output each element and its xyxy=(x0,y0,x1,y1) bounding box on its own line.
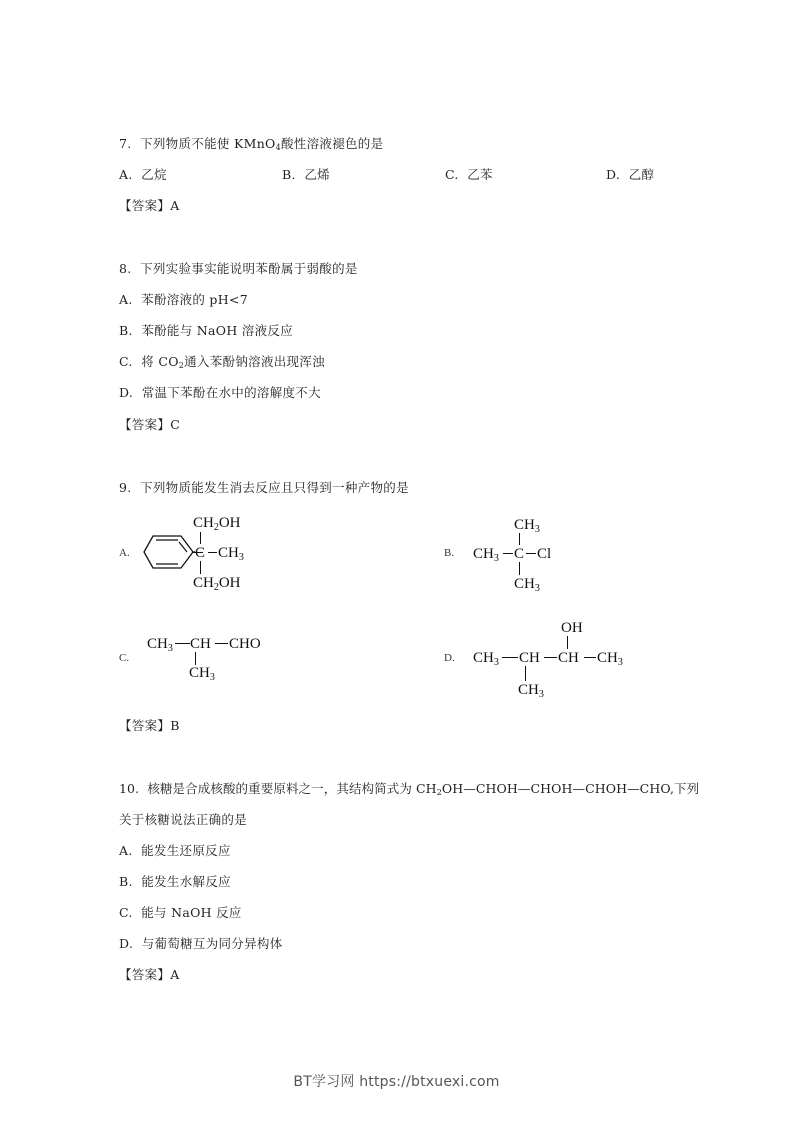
question-10-option-a: A. 能发生还原反应 xyxy=(119,843,231,858)
question-10-option-b: B. 能发生水解反应 xyxy=(119,874,231,889)
question-8-option-a: A. 苯酚溶液的 pH<7 xyxy=(119,292,248,307)
chem-chain-3: CHO xyxy=(229,636,261,652)
bond xyxy=(208,552,217,553)
chem-bottom-group: $CH_3$ xyxy=(514,576,540,594)
question-8-option-b: B. 苯酚能与 NaOH 溶液反应 xyxy=(119,323,293,338)
question-8-stem: 8. 下列实验事实能说明苯酚属于弱酸的是 xyxy=(119,261,358,276)
question-9-stem: 9. 下列物质能发生消去反应且只得到一种产物的是 xyxy=(119,480,409,495)
chem-chain-2: CH xyxy=(519,650,540,666)
chem-chain-4: $CH_3$ xyxy=(597,650,623,668)
bond xyxy=(567,636,568,649)
chem-chain-3: CH xyxy=(558,650,579,666)
question-10-stem-line1: 10. 核糖是合成核酸的重要原料之一，其结构简式为 $CH_2OH—CHOH—CHOH—CHOH—CHO$,下列 xyxy=(119,781,700,797)
question-8-option-c: C. 将 $CO_2$通入苯酚钠溶液出现浑浊 xyxy=(119,354,325,370)
option-label: D. xyxy=(444,652,455,664)
question-10-option-c: C. 能与 NaOH 反应 xyxy=(119,905,242,920)
chem-top-branch: OH xyxy=(561,620,583,636)
question-7-stem: 7. 下列物质不能使 KMnO$_4$酸性溶液褪色的是 xyxy=(119,136,384,152)
chem-branch: $CH_3$ xyxy=(189,665,215,683)
bond xyxy=(544,657,557,658)
question-10-answer: 【答案】A xyxy=(119,967,180,982)
chem-center-carbon: C xyxy=(514,546,525,562)
option-label: C. xyxy=(119,652,130,664)
bond xyxy=(200,532,201,544)
question-8-option-d: D. 常温下苯酚在水中的溶解度不大 xyxy=(119,385,321,400)
question-10-stem-line2: 关于核糖说法正确的是 xyxy=(119,812,248,827)
chem-top-group: $CH_2OH$ xyxy=(193,515,241,533)
bond xyxy=(526,553,536,554)
chem-bottom-group: $CH_2OH$ xyxy=(193,575,241,593)
chem-right-group: Cl xyxy=(537,546,552,562)
footer-watermark: BT学习网 https://btxuexi.com xyxy=(293,1074,500,1090)
benzene-ring-icon xyxy=(143,534,195,570)
chem-chain-1: $CH_3$ xyxy=(147,636,173,654)
question-7-option-b: B. 乙烯 xyxy=(282,167,330,182)
bond xyxy=(519,533,520,545)
option-label: A. xyxy=(119,547,130,559)
bond xyxy=(215,643,228,644)
question-10-option-d: D. 与葡萄糖互为同分异构体 xyxy=(119,936,283,951)
question-7-answer: 【答案】A xyxy=(119,198,180,213)
question-7-option-d: D. 乙醇 xyxy=(606,167,655,182)
bond xyxy=(502,657,518,658)
question-9-answer: 【答案】B xyxy=(119,718,180,733)
question-7-option-a: A. 乙烷 xyxy=(119,167,167,182)
chem-chain-1: $CH_3$ xyxy=(473,650,499,668)
bond xyxy=(200,561,201,574)
bond xyxy=(195,652,196,665)
chem-bottom-branch: $CH_3$ xyxy=(518,682,544,700)
chem-chain-2: CH xyxy=(190,636,211,652)
bond xyxy=(519,562,520,575)
chem-left-group: $CH_3$ xyxy=(473,546,499,564)
bond xyxy=(525,666,526,681)
chem-right-group: $CH_3$ xyxy=(218,545,244,563)
question-8-answer: 【答案】C xyxy=(119,417,181,432)
chem-center-carbon: C xyxy=(195,545,206,561)
option-label: B. xyxy=(444,547,455,559)
bond xyxy=(503,553,513,554)
bond xyxy=(175,643,190,644)
bond xyxy=(584,657,596,658)
question-7-option-c: C. 乙苯 xyxy=(445,167,493,182)
chem-top-group: $CH_3$ xyxy=(514,517,540,535)
